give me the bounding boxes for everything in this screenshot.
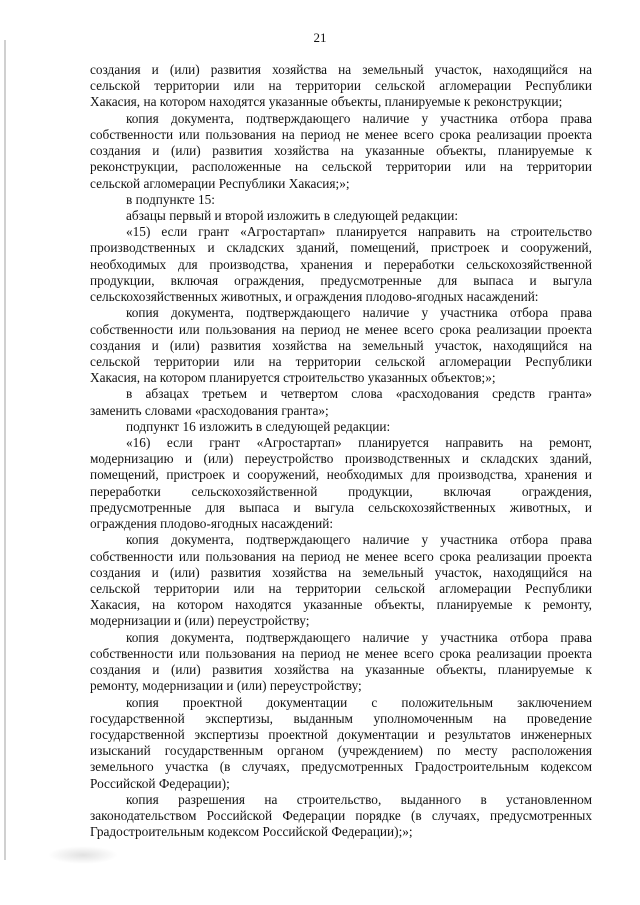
text-line: предусмотренные для выпаса и выгула сельскохозяйственных животных, и [90,499,592,515]
text-line: создания и (или) развития хозяйства на земельный участок, находящийся на [90,337,592,353]
text-line: производственных и складских зданий, помещений, пристроек и сооружений, [90,240,592,256]
text-line: Российской Федерации); [90,775,230,791]
text-line: ограждения плодово-ягодных насаждений: [90,516,334,532]
text-line: «16) если грант «Агростартап» планируется направить на ремонт, [126,435,592,451]
text-line: абзацы первый и второй изложить в следующей редакции: [126,207,459,223]
text-line: реконструкции, расположенные на сельской территории или на территории [90,159,592,175]
text-line: Хакасия, на котором находятся указанные объекты, планируемые к ремонту, [90,597,592,613]
text-line: создания и (или) развития хозяйства на земельный участок, находящийся на [90,62,592,77]
text-line: сельской территории или на территории сельской агломерации Республики [90,581,592,596]
text-line: в абзацах третьем и четвертом слова «расходования средств гранта» [126,386,592,402]
text-line: создания и (или) развития хозяйства на указанные объекты, планируемые к [90,662,592,678]
text-line: собственности или пользования на период не менее всего срока реализации проекта [90,645,592,661]
left-margin-scan-mark [4,40,6,860]
text-line: земельного участка (в случаях, предусмотренных Градостроительным кодексом [90,759,592,775]
text-line: Хакасия, на котором находятся указанные объекты, планируемые к реконструкции; [90,94,563,110]
text-line: сельскохозяйственных животных, и ограждения плодово-ягодных насаждений: [90,289,539,305]
text-line: изысканий государственным органом (учреждением) по месту расположения [90,743,592,759]
text-line: копия документа, подтверждающего наличие у участника отбора права [126,532,592,548]
text-line: Градостроительным кодексом Российской Федерации);»; [90,824,413,840]
text-line: ремонту, модернизации и (или) переустройству; [90,678,362,694]
text-line: необходимых для производства, хранения и переработки сельскохозяйственной [90,256,592,272]
text-line: государственной экспертизы проектной документации и результатов инженерных [90,726,592,742]
text-line: собственности или пользования на период не менее всего срока реализации проекта [90,548,592,564]
text-line: подпункт 16 изложить в следующей редакции: [126,418,391,434]
text-line: сельской территории или на территории сельской агломерации Республики [90,78,592,94]
text-line: копия проектной документации с положительным заключением [126,694,592,710]
text-line: копия документа, подтверждающего наличие у участника отбора права [126,110,592,126]
text-line: копия разрешения на строительство, выданного в установленном [126,791,592,807]
text-line: «15) если грант «Агростартап» планируется направить на строительство [126,224,592,240]
text-line: переработки сельскохозяйственной продукции, включая ограждения, [90,483,592,499]
text-line: Хакасия, на котором планируется строительство указанных объектов;»; [90,370,496,386]
faint-stamp-mark [48,846,118,864]
text-line: собственности или пользования на период не менее всего срока реализации проекта [90,321,592,337]
text-line: помещений, пристроек и сооружений, необходимых для производства, хранения и [90,467,592,483]
text-line: законодательством Российской Федерации порядке (в случаях, предусмотренных [90,808,592,824]
text-line: в подпункте 15: [126,191,215,207]
text-line: сельской агломерации Республики Хакасия;»; [90,175,350,191]
text-line: создания и (или) развития хозяйства на земельный участок, находящийся на [90,564,592,580]
text-line: создания и (или) развития хозяйства на указанные объекты, планируемые к [90,143,592,159]
text-line: копия документа, подтверждающего наличие у участника отбора права [126,629,592,645]
page-number: 21 [313,30,327,45]
text-line: собственности или пользования на период не менее всего срока реализации проекта [90,126,592,142]
text-line: заменить словами «расходования гранта»; [90,402,329,418]
text-line: сельской территории или на территории сельской агломерации Республики [90,353,592,369]
text-line: модернизации и (или) переустройству; [90,613,310,629]
text-line: копия документа, подтверждающего наличие у участника отбора права [126,305,592,321]
text-line: продукции, включая ограждения, предусмотренные для выпаса и выгула [90,272,592,288]
body-text [90,62,592,841]
text-line: государственной экспертизы, выданным уполномоченным на проведение [90,710,592,726]
text-line: модернизацию и (или) переустройство производственных и складских зданий, [90,451,592,467]
